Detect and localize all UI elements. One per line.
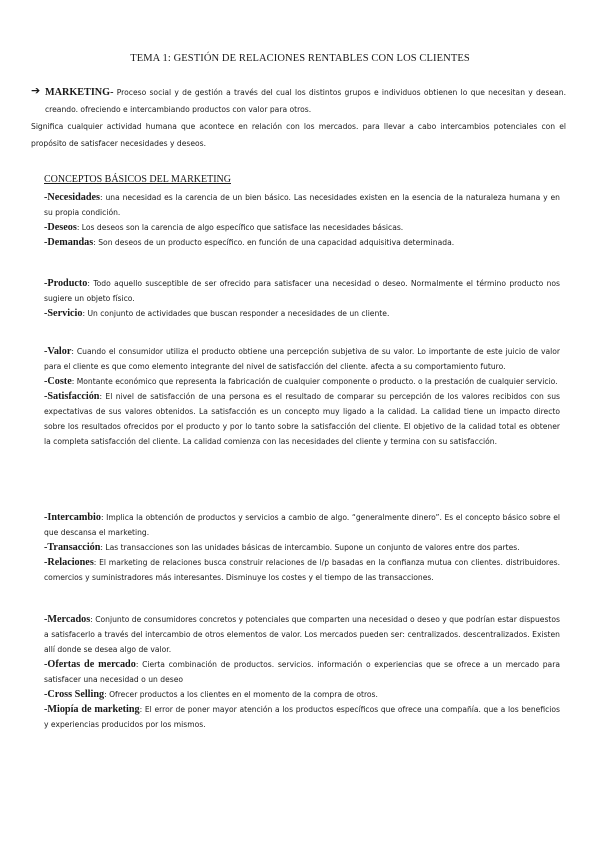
definition-term: -Ofertas de mercado [44, 659, 136, 670]
definition-item [44, 687, 560, 702]
marketing-extra-definition: Significa cualquier actividad humana que acontece en relación con los mercados. para llevar a cabo intercambios potenciales con el propósito de satisfacer necesidades y deseos. [31, 122, 566, 148]
definition-term: -Satisfacción [44, 391, 100, 402]
definition-item [44, 276, 560, 306]
definition-item [44, 344, 560, 374]
definition-text: : Montante económico que representa la fabricación de cualquier componente o producto. o la prestación de cualquier servicio. [71, 377, 558, 386]
definition-group [44, 190, 560, 250]
marketing-intro [31, 84, 566, 152]
definition-item [44, 374, 560, 389]
definition-text: : Un conjunto de actividades que buscan responder a necesidades de un cliente. [82, 309, 390, 318]
definition-item [44, 220, 560, 235]
definition-item [44, 389, 560, 449]
definition-text: : Ofrecer productos a los clientes en el momento de la compra de otros. [104, 690, 378, 699]
definition-term: -Cross Selling [44, 689, 105, 700]
definition-item [44, 702, 560, 732]
section-heading: CONCEPTOS BÁSICOS DEL MARKETING [44, 174, 231, 185]
definition-item [44, 190, 560, 220]
definition-term: -Producto [44, 278, 88, 289]
definition-text: : Son deseos de un producto específico. en función de una capacidad adquisitiva determinada. [93, 238, 455, 247]
definition-text: : una necesidad es la carencia de un bien básico. Las necesidades existen en la esencia de la naturaleza humana y en su propia condición. [44, 193, 560, 217]
definition-text: : Los deseos son la carencia de algo específico que satisface las necesidades básicas. [76, 223, 404, 232]
definition-text: : Implica la obtención de productos y servicios a cambio de algo. “generalmente dinero”. Es el concepto básico sobre el que descansa el marketing. [44, 513, 560, 537]
marketing-definition-text: Proceso social y de gestión a través del cual los distintos grupos e individuos obtienen lo que necesitan y desean. creando. ofreciendo e intercambiando productos con valor para otros. [45, 88, 566, 114]
definition-term: -Relaciones [44, 557, 94, 568]
definition-item [44, 306, 560, 321]
definition-group [44, 612, 560, 732]
definition-item [44, 657, 560, 687]
definition-item [44, 510, 560, 540]
definition-term: -Servicio [44, 308, 83, 319]
definition-text: : El nivel de satisfacción de una persona es el resultado de comparar su percepción de los valores recibidos con sus expectativas de sus valores obtenidos. La satisfacción es un concepto muy ligado a la calidad. La calidad tiene un impacto directo sobre los resultados ofrecidos por el producto y por lo tanto sobre la satisfacción del cliente. El objetivo de la calidad total es obtener la completa satisfacción del cliente. La calidad comienza con las necesidades del cliente y termina con su satisfacción. [44, 392, 560, 446]
definition-term: -Demandas [44, 237, 94, 248]
definition-text: : Cierta combinación de productos. servicios. información o experiencias que se ofrece a un mercado para satisfacer una necesidad o un deseo [44, 660, 560, 684]
definition-group [44, 276, 560, 321]
definition-term: -Valor [44, 346, 72, 357]
definition-term: -Transacción [44, 542, 101, 553]
arrow-bullet-icon: ➔ [31, 84, 41, 97]
definition-term: -Miopía de marketing [44, 704, 140, 715]
definition-item [44, 235, 560, 250]
marketing-definition [31, 84, 566, 118]
definition-group [44, 510, 560, 585]
definition-item [44, 612, 560, 657]
definition-text: : Las transacciones son las unidades básicas de intercambio. Supone un conjunto de valores entre dos partes. [100, 543, 520, 552]
definition-term: -Necesidades [44, 192, 101, 203]
definition-text: : El error de poner mayor atención a los productos específicos que ofrece una compañía. que a los beneficios y experiencias producidos por los mismos. [44, 705, 561, 729]
marketing-term: MARKETING- [45, 87, 114, 98]
definition-item [44, 540, 560, 555]
definition-term: -Deseos [44, 222, 77, 233]
definition-text: : Cuando el consumidor utiliza el producto obtiene una percepción subjetiva de su valor. Lo importante de este juicio de valor para el cliente es que como elemento integrante del nivel de satisfacción del cliente. afecta a su comportamiento futuro. [44, 347, 560, 371]
definition-text: : Todo aquello susceptible de ser ofrecido para satisfacer una necesidad o deseo. Normalmente el término producto nos sugiere un objeto físico. [44, 279, 560, 303]
page-title: TEMA 1: GESTIÓN DE RELACIONES RENTABLES CON LOS CLIENTES [130, 53, 470, 64]
definition-term: -Mercados [44, 614, 91, 625]
definition-group [44, 344, 560, 449]
definition-item [44, 555, 560, 585]
definition-text: : Conjunto de consumidores concretos y potenciales que comparten una necesidad o deseo y que podrían estar dispuestos a satisfacerlo a través del intercambio de otros elementos de valor. Los mercados pueden ser: centralizados. descentralizados. Existen allí donde se desea algo de valor. [44, 615, 560, 654]
definition-term: -Coste [44, 376, 72, 387]
definition-text: : El marketing de relaciones busca construir relaciones de l/p basadas en la confianza mutua con clientes. distribuidores. comercios y suministradores más interesantes. Disminuye los costes y el tiempo de las transacciones. [44, 558, 560, 582]
definition-term: -Intercambio [44, 512, 101, 523]
